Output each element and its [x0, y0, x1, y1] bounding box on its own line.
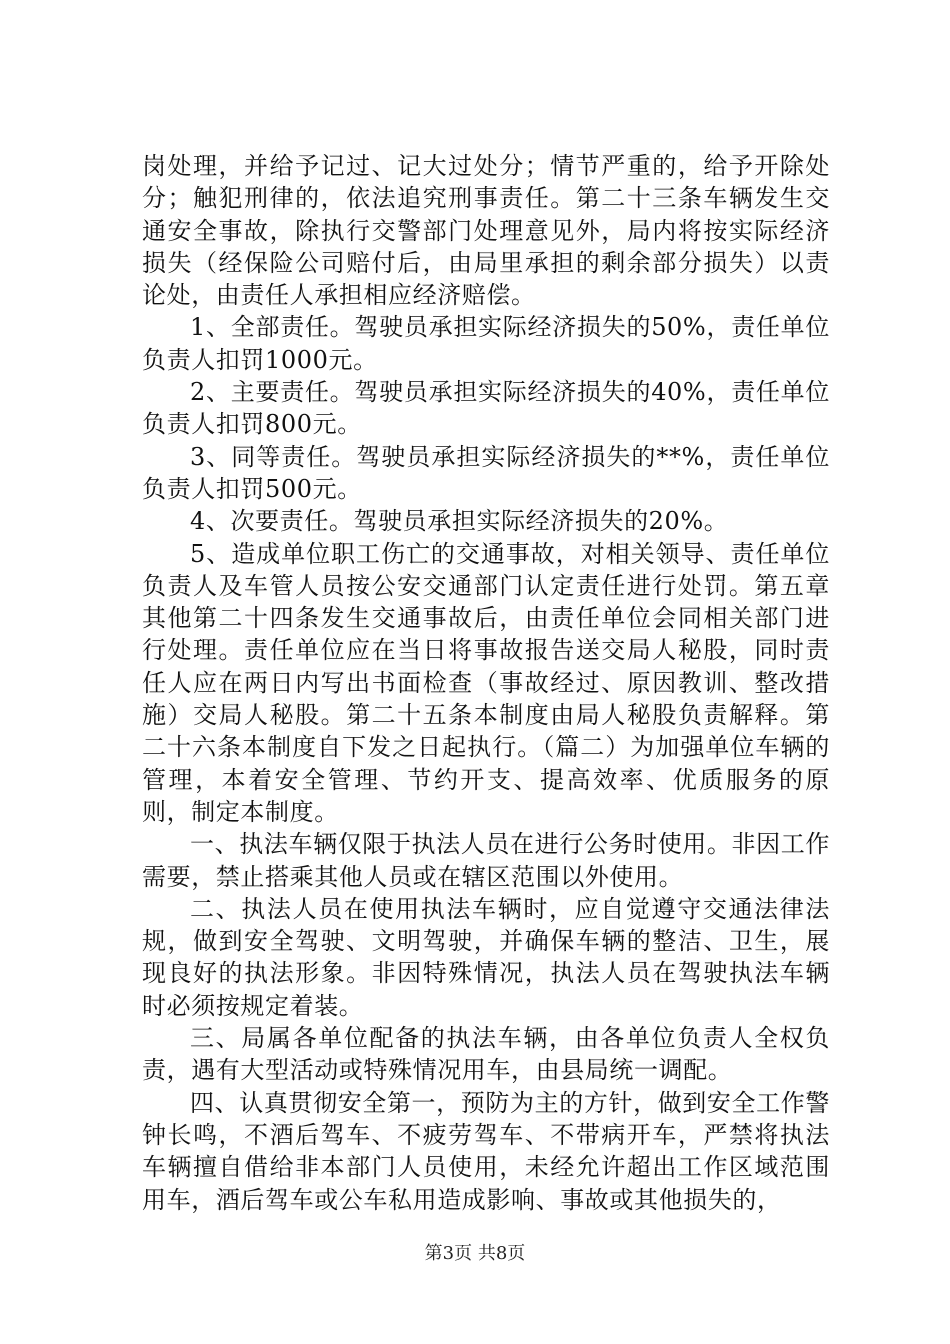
paragraph-clause-1: 一、执法车辆仅限于执法人员在进行公务时使用。非因工作需要，禁止搭乘其他人员或在辖区范围以外使用。 [142, 830, 830, 891]
page-number-label: 第3页 共8页 [424, 1243, 526, 1264]
document-body [142, 150, 830, 1216]
page-footer [0, 1243, 950, 1265]
paragraph-clause-3: 三、局属各单位配备的执法车辆，由各单位负责人全权负责，遇有大型活动或特殊情况用车，由县局统一调配。 [142, 1024, 830, 1085]
paragraph-item-5: 5、造成单位职工伤亡的交通事故，对相关领导、责任单位负责人及车管人员按公安交通部门认定责任进行处罚。第五章其他第二十四条发生交通事故后，由责任单位会同相关部门进行处理。责任单位应在当日将事故报告送交局人秘股，同时责任人应在两日内写出书面检查（事故经过、原因教训、整改措施）交局人秘股。第二十五条本制度由局人秘股负责解释。第二十六条本制度自下发之日起执行。（篇二）为加强单位车辆的管理，本着安全管理、节约开支、提高效率、优质服务的原则，制定本制度。 [142, 539, 830, 826]
paragraph-item-2: 2、主要责任。驾驶员承担实际经济损失的40%，责任单位负责人扣罚800元。 [142, 378, 830, 439]
paragraph-item-1: 1、全部责任。驾驶员承担实际经济损失的50%，责任单位负责人扣罚1000元。 [142, 313, 830, 374]
paragraph-item-4: 4、次要责任。驾驶员承担实际经济损失的20%。 [190, 507, 729, 536]
paragraph-continuation: 岗处理，并给予记过、记大过处分；情节严重的，给予开除处分；触犯刑律的，依法追究刑事责任。第二十三条车辆发生交通安全事故，除执行交警部门处理意见外，局内将按实际经济损失（经保险公司赔付后，由局里承担的剩余部分损失）以责论处，由责任人承担相应经济赔偿。 [142, 152, 830, 310]
paragraph-clause-2: 二、执法人员在使用执法车辆时，应自觉遵守交通法律法规，做到安全驾驶、文明驾驶，并确保车辆的整洁、卫生，展现良好的执法形象。非因特殊情况，执法人员在驾驶执法车辆时必须按规定着装。 [142, 894, 830, 1020]
paragraph-clause-4: 四、认真贯彻安全第一，预防为主的方针，做到安全工作警钟长鸣，不酒后驾车、不疲劳驾车、不带病开车，严禁将执法车辆擅自借给非本部门人员使用，未经允许超出工作区域范围用车，酒后驾车或公车私用造成影响、事故或其他损失的， [142, 1088, 830, 1214]
paragraph-item-3: 3、同等责任。驾驶员承担实际经济损失的**%，责任单位负责人扣罚500元。 [142, 442, 830, 503]
